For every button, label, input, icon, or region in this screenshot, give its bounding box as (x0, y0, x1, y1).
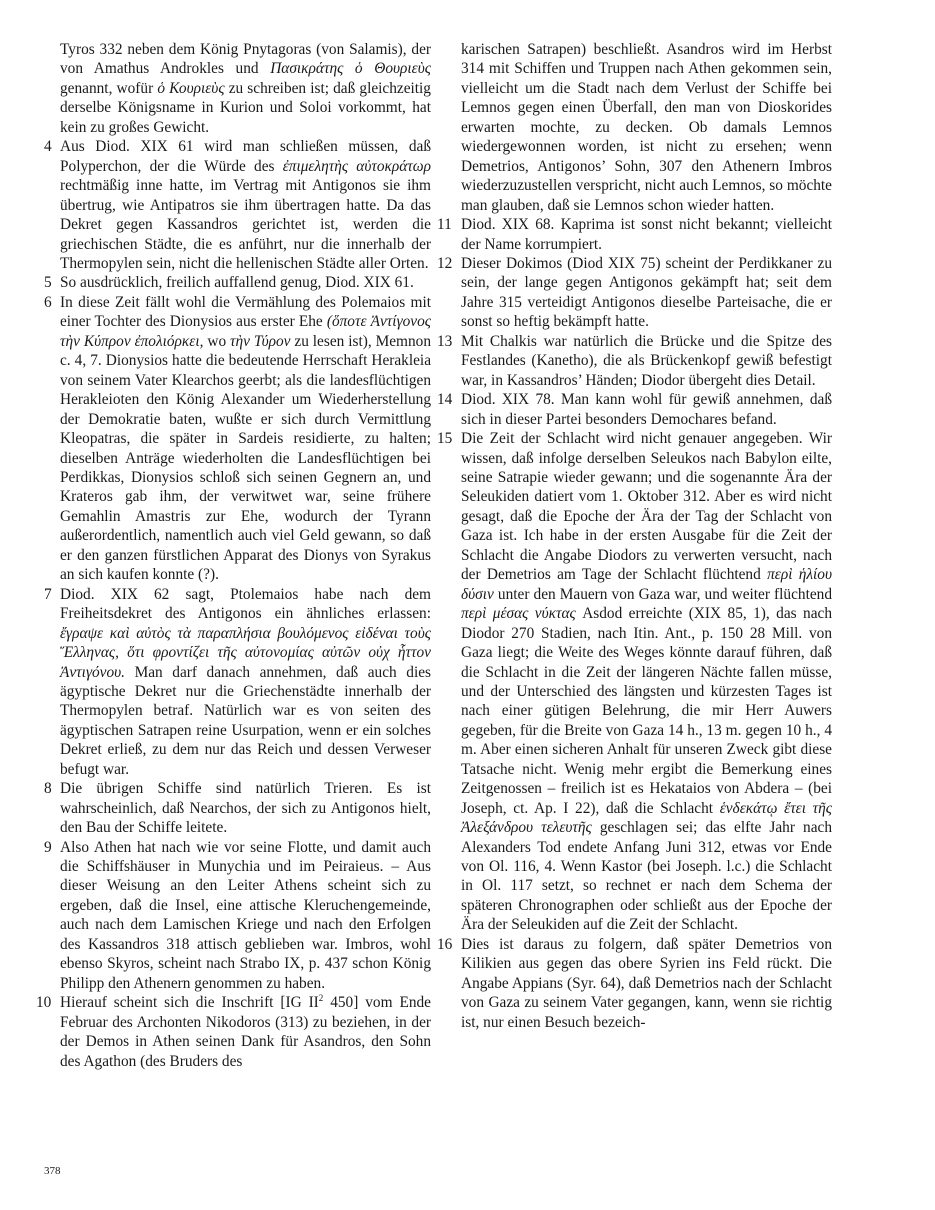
footnote-number: 13 (437, 332, 453, 350)
footnote-12: 12 Dieser Dokimos (Diod XIX 75) scheint der Perdikkaner zu sein, der lange gegen Antigonos gekämpft hat; seit dem Jahre 315 verteidigt Antigonos dieselbe Parteisache, die er sonst so heftig bekämpft hatte. (437, 254, 832, 331)
footnote-8: 8 Die übrigen Schiffe sind natürlich Trieren. Es ist wahrscheinlich, daß Nearchos, der sich zu Antigonos hielt, den Bau der Schiffe leitete. (44, 780, 431, 837)
footnote-number: 5 (44, 274, 52, 292)
footnote-11: 11 Diod. XIX 68. Kaprima ist sonst nicht bekannt; vielleicht der Name korrumpiert. (437, 216, 832, 253)
right-column (437, 40, 832, 1032)
footnote-15: 15 Die Zeit der Schlacht wird nicht genauer angegeben. Wir wissen, daß infolge derselben Seleukos nach Babylon eilte, seine Satrapie wieder gewann; und die sogenannte Ära der Seleukiden datiert vom 1. Oktober 312. Aber es wird nicht gesagt, daß die Epoche der Ära der Tag der Schlacht von Gaza ist. Ich habe in der ersten Ausgabe für die Zeit der Schlacht die Angabe Diodors zu verwerten versucht, nach der Demetrios am Tage der Schlacht flüchtend περὶ ἡλίου δύσιν unter den Mauern von Gaza war, und weiter flüchtend περὶ μέσας νύκτας Asdod erreichte (XIX 85, 1), das nach Diodor 270 Stadien, nach Itin. Ant., p. 150 28 Mill. von Gaza liegt; die Weite des Weges könnte darauf führen, daß die Schlacht in die Zeit der längeren Nächte fallen müsse, und der Unterschied des längsten und kürzesten Tages ist nach einer gütigen Belehrung, die mir Herr Auwers gegeben, für die Breite von Gaza 14 h., 13 m. gegen 10 h., 4 m. Aber einen sicheren Anhalt für unseren Zweck gibt diese Tatsache nicht. Wenig mehr ergibt die Bemerkung eines Zeitgenossen – freilich ist es Hekataios von Abdera – (bei Joseph, ct. Ap. I 22), daß die Schlacht ἑνδεκάτῳ ἔτει τῆς Ἀλεξάνδρου τελευτῆς geschlagen sei; das elfte Jahr nach Alexanders Tod endete Anfang Juni 312, etwas vor Ende von Ol. 116, 4. Wenn Kastor (bei Joseph. l.c.) die Schlacht in Ol. 117 setzt, so rechnet er nach dem Schema der späteren Chronographen oder schließt aus der Epoche der Ära der Seleukiden auf die Zeit der Schlacht. (437, 430, 832, 934)
footnote-number: 16 (437, 935, 453, 953)
footnote-6: 6 In diese Zeit fällt wohl die Vermählung des Polemaios mit einer Tochter des Dionysios aus erster Ehe (ὅποτε Ἀντίγονος τὴν Κύπρον ἐπολιόρκει, wo τὴν Τύρον zu lesen ist), Memnon c. 4, 7. Dionysios hatte die bedeutende Herrschaft Herakleia von seinem Vater Klearchos geerbt; als die landesflüchtigen Herakleioten den König Alexander um Wiederherstellung der Demokratie baten, wußte er sich durch Vermittlung Kleopatras, die später in Sardeis residierte, zu halten; dieselben Anträge wiederholten die Landesflüchtigen bei Perdikkas, Dionysios schloß sich seinen Gegnern an, und Krateros gab ihm, der verwitwet war, seine frühere Gemahlin Amastris zur Ehe, wodurch der Tyrann außerordentlich, namentlich auch viel Geld gewann, so daß er den ganzen fürstlichen Apparat des Dionys von Syrakus an sich kaufen konnte (?). (44, 293, 432, 584)
page-number: 378 (44, 1165, 61, 1177)
footnote-number: 11 (437, 216, 452, 234)
footnote-number: 6 (44, 293, 52, 311)
footnote-4: 4 Aus Diod. XIX 61 wird man schließen müssen, daß Polyperchon, der die Würde des ἐπιμελητὴς αὐτοκράτωρ rechtmäßig inne hatte, im Vertrag mit Antigonos sie ihm übertrug, wie Antipatros sie ihm übertragen hatte. Da das Dekret gegen Kassandros gerichtet ist, werden die griechischen Städte, die es anführt, nur die innerhalb der Thermopylen sein, nicht die hellenischen Städte aller Orten. (44, 138, 431, 272)
footnote-14: 14 Diod. XIX 78. Man kann wohl für gewiß annehmen, daß sich in dieser Partei besonders Demochares befand. (437, 391, 832, 428)
footnote-10: 10 Hierauf scheint sich die Inschrift [IG $II^2$ 450] vom Ende Februar des Archonten Nikodoros (313) zu beziehen, in der der Demos in Athen seinen Dank für Asandros, den Sohn des Agathon (des Bruders des (36, 993, 431, 1070)
footnote-continuation: Tyros 332 neben dem König Pnytagoras (von Salamis), der von Amathus Androkles und Πασικράτης ὁ Θουριεὺς genannt, wofür ὁ Κουριεὺς zu schreiben ist; daß gleichzeitig derselbe Königsname in Kurion und Soloi vorkommt, hat kein zu großes Gewicht. (60, 41, 431, 136)
footnote-13: 13 Mit Chalkis war natürlich die Brücke und die Spitze des Festlandes (Kanetho), die als Brückenkopf gewiß befestigt war, in Kassandros’ Händen; Diodor übergeht dies Detail. (437, 332, 832, 389)
footnote-7: 7 Diod. XIX 62 sagt, Ptolemaios habe nach dem Freiheitsdekret des Antigonos ein ähnliches erlassen: ἔγραψε καὶ αὐτὸς τὰ παραπλήσια βουλόμενος εἰδέναι τοὺς Ἕλληνας, ὅτι φροντίζει τῆς αὐτονομίας αὐτῶν οὐχ ἧττον Ἀντιγόνου. Man darf danach annehmen, daß auch dies ägyptische Dekret nur die Griechenstädte innerhalb der Thermopylen betraf. Natürlich war es von seiten des ägyptischen Satrapen reine Usurpation, wenn er ein solches Dekret erließ, zu dem nur das Reich und dessen Verweser befugt war. (44, 585, 431, 778)
footnote-10-continuation: karischen Satrapen) beschließt. Asandros wird im Herbst 314 mit Schiffen und Truppen nach Athen gekommen sein, vielleicht um die Stadt nach dem Verlust der Schiffe bei Lemnos gegen einen Überfall, den man von Dioskorides erwarten mochte, zu decken. Ob damals Lemnos wiedergewonnen worden, ist nicht zu ersehen; wenn Demetrios, Antigonos’ Sohn, 307 den Athenern Imbros wiederzuzustellen verspricht, nicht auch Lemnos, so möchte man glauben, daß sie Lemnos schon wieder hatten. (461, 41, 832, 214)
footnote-number: 7 (44, 585, 52, 603)
footnote-number: 12 (437, 254, 453, 272)
footnote-number: 4 (44, 138, 52, 156)
footnote-9: 9 Also Athen hat nach wie vor seine Flotte, und damit auch die Schiffshäuser in Munychia und im Peiraieus. – Aus dieser Weisung an den Leiter Athens scheint sich zu ergeben, daß die Insel, eine attische Kleruchengemeinde, auch nach dem Lamischen Kriege und nach den Erfolgen des Kassandros 318 attisch geblieben war. Imbros, wohl ebenso Skyros, scheint nach Strabo IX, p. 437 schon König Philipp den Athenern genommen zu haben. (44, 838, 431, 992)
footnote-16: 16 Dies ist daraus zu folgern, daß später Demetrios von Kilikien aus gegen das obere Syrien ins Feld rückt. Die Angabe Appians (Syr. 64), daß Demetrios nach der Schlacht von Gaza zu seinem Vater gegangen, kann, wenn sie richtig ist, nur einen Besuch bezeich- (437, 935, 832, 1031)
footnote-number: 14 (437, 391, 453, 409)
superscript: 2 (318, 993, 324, 1004)
left-column (36, 40, 432, 1071)
footnote-number: 15 (437, 430, 453, 448)
footnote-5: 5 So ausdrücklich, freilich auffallend genug, Diod. XIX 61. (44, 274, 414, 292)
footnote-number: 10 (36, 994, 52, 1012)
footnote-number: 9 (44, 838, 52, 856)
footnote-number: 8 (44, 780, 52, 798)
